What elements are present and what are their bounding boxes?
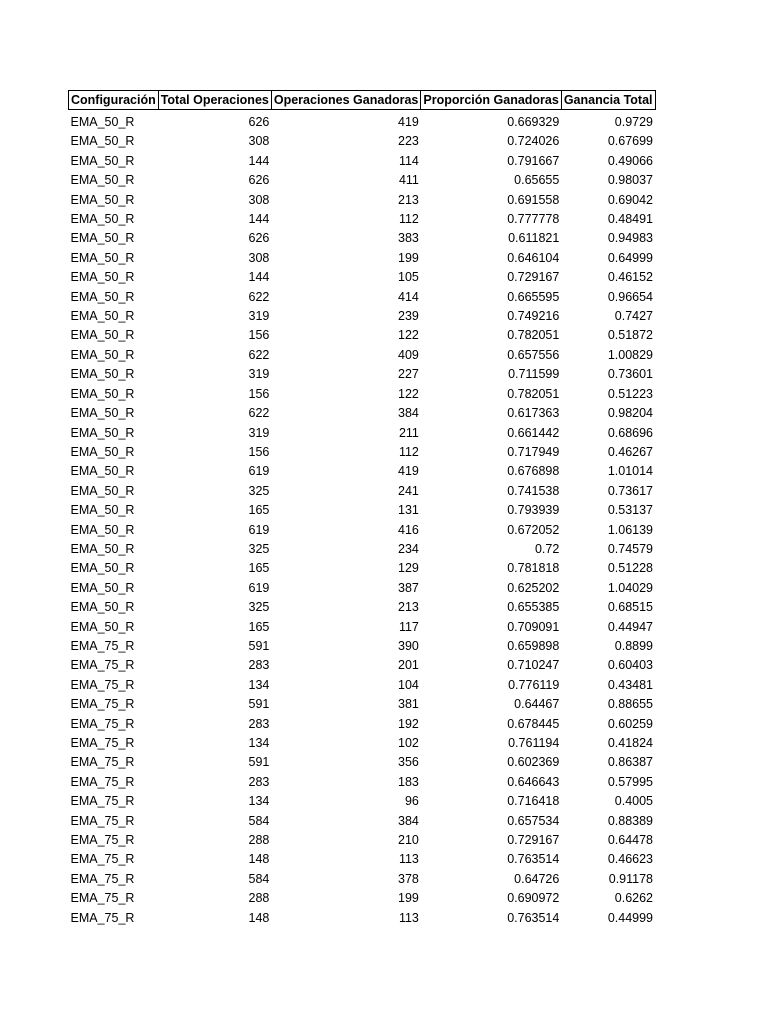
cell-proporcion-ganadoras[interactable]: 0.729167: [507, 270, 560, 285]
cell-proporcion-ganadoras[interactable]: 0.676898: [507, 464, 560, 479]
table-row: [69, 889, 656, 908]
cell-ganancia-total[interactable]: 0.60403: [607, 658, 654, 673]
cell-proporcion-ganadoras[interactable]: 0.65655: [514, 173, 560, 188]
cell-total-operaciones[interactable]: 148: [248, 852, 270, 867]
table-row: [69, 540, 656, 559]
cell-configuracion[interactable]: EMA_50_R: [70, 134, 135, 149]
cell-proporcion-ganadoras[interactable]: 0.724026: [507, 134, 560, 149]
cell-ganancia-total[interactable]: 0.49066: [607, 153, 654, 168]
cell-ganancia-total[interactable]: 0.67699: [607, 134, 654, 149]
cell-proporcion-ganadoras[interactable]: 0.709091: [507, 619, 560, 634]
cell-operaciones-ganadoras[interactable]: 131: [398, 503, 419, 518]
table-row: [69, 850, 656, 869]
cell-ganancia-total[interactable]: 0.46152: [607, 270, 654, 285]
table-row: [69, 404, 656, 423]
table-row: [69, 870, 656, 889]
cell-total-operaciones[interactable]: 319: [248, 367, 270, 382]
cell-total-operaciones[interactable]: 134: [248, 794, 270, 809]
cell-total-operaciones[interactable]: 622: [248, 347, 270, 362]
table-row: [69, 482, 656, 501]
cell-proporcion-ganadoras[interactable]: 0.625202: [507, 580, 560, 595]
cell-total-operaciones[interactable]: 591: [248, 638, 270, 653]
header-total-operaciones[interactable]: Total Operaciones: [158, 91, 271, 110]
table-row: [69, 424, 656, 443]
cell-total-operaciones[interactable]: 165: [248, 561, 270, 576]
cell-configuracion[interactable]: EMA_75_R: [70, 736, 135, 750]
cell-ganancia-total[interactable]: 0.51223: [607, 386, 654, 401]
table-row: [69, 152, 656, 171]
header-proporcion-ganadoras[interactable]: Proporción Ganadoras: [421, 91, 561, 110]
cell-total-operaciones[interactable]: 156: [248, 386, 270, 401]
cell-configuracion[interactable]: EMA_50_R: [70, 425, 135, 440]
table-row: [69, 288, 656, 307]
cell-configuracion[interactable]: EMA_50_R: [70, 250, 135, 265]
cell-total-operaciones[interactable]: 308: [248, 250, 270, 265]
cell-operaciones-ganadoras[interactable]: 199: [398, 891, 419, 906]
cell-configuracion[interactable]: EMA_50_R: [70, 386, 135, 401]
cell-operaciones-ganadoras[interactable]: 129: [398, 561, 419, 576]
cell-ganancia-total[interactable]: 0.64478: [607, 833, 654, 848]
cell-configuracion[interactable]: EMA_75_R: [70, 794, 135, 809]
table-row: [69, 268, 656, 287]
cell-proporcion-ganadoras[interactable]: 0.602369: [507, 755, 560, 770]
cell-operaciones-ganadoras[interactable]: 384: [398, 406, 419, 421]
cell-ganancia-total[interactable]: 0.44947: [607, 619, 654, 634]
cell-proporcion-ganadoras[interactable]: 0.661442: [507, 425, 560, 440]
cell-total-operaciones[interactable]: 591: [248, 697, 270, 712]
cell-total-operaciones[interactable]: 622: [248, 406, 270, 421]
table-row: [69, 637, 656, 656]
table-row: [69, 132, 656, 151]
cell-configuracion[interactable]: EMA_50_R: [70, 580, 135, 595]
table-row: [69, 695, 656, 714]
cell-proporcion-ganadoras[interactable]: 0.64726: [514, 871, 560, 886]
cell-ganancia-total[interactable]: 0.8899: [614, 638, 654, 653]
cell-ganancia-total[interactable]: 1.06139: [607, 522, 654, 537]
cell-total-operaciones[interactable]: 325: [248, 483, 270, 498]
cell-proporcion-ganadoras[interactable]: 0.672052: [507, 522, 560, 537]
cell-configuracion[interactable]: EMA_50_R: [70, 600, 135, 615]
cell-ganancia-total[interactable]: 0.68515: [607, 600, 654, 615]
cell-total-operaciones[interactable]: 619: [248, 580, 270, 595]
cell-proporcion-ganadoras[interactable]: 0.729167: [507, 833, 560, 848]
table-row: [69, 326, 656, 345]
cell-proporcion-ganadoras[interactable]: 0.777778: [507, 212, 560, 227]
table-row: [69, 656, 656, 675]
cell-configuracion[interactable]: EMA_75_R: [70, 755, 135, 770]
cell-configuracion[interactable]: EMA_50_R: [70, 231, 135, 246]
cell-operaciones-ganadoras[interactable]: 213: [398, 600, 419, 615]
cell-ganancia-total[interactable]: 0.9729: [614, 115, 654, 129]
cell-total-operaciones[interactable]: 148: [248, 910, 270, 925]
cell-configuracion[interactable]: EMA_50_R: [70, 309, 135, 324]
table-row: [69, 753, 656, 772]
cell-operaciones-ganadoras[interactable]: 210: [398, 833, 419, 848]
cell-total-operaciones[interactable]: 144: [248, 212, 270, 227]
cell-ganancia-total[interactable]: 0.57995: [607, 774, 654, 789]
table-body: [69, 113, 656, 928]
cell-proporcion-ganadoras[interactable]: 0.763514: [507, 852, 560, 867]
cell-operaciones-ganadoras[interactable]: 383: [398, 231, 419, 246]
cell-total-operaciones[interactable]: 288: [248, 891, 270, 906]
cell-total-operaciones[interactable]: 144: [248, 153, 270, 168]
cell-operaciones-ganadoras[interactable]: 384: [398, 813, 419, 828]
cell-operaciones-ganadoras[interactable]: 378: [398, 871, 419, 886]
cell-operaciones-ganadoras[interactable]: 122: [398, 386, 419, 401]
cell-configuracion[interactable]: EMA_75_R: [70, 871, 135, 886]
cell-operaciones-ganadoras[interactable]: 419: [398, 464, 419, 479]
table-row: [69, 909, 656, 928]
cell-ganancia-total[interactable]: 0.46267: [607, 444, 654, 459]
cell-proporcion-ganadoras[interactable]: 0.782051: [507, 386, 560, 401]
cell-ganancia-total[interactable]: 0.96654: [607, 289, 654, 304]
cell-total-operaciones[interactable]: 626: [248, 173, 270, 188]
cell-configuracion[interactable]: EMA_50_R: [70, 483, 135, 498]
cell-proporcion-ganadoras[interactable]: 0.665595: [507, 289, 560, 304]
cell-operaciones-ganadoras[interactable]: 241: [398, 483, 419, 498]
table-row: [69, 812, 656, 831]
table-row: [69, 365, 656, 384]
table-row: [69, 598, 656, 617]
cell-total-operaciones[interactable]: 288: [248, 833, 270, 848]
cell-ganancia-total[interactable]: 0.86387: [607, 755, 654, 770]
cell-configuracion[interactable]: EMA_50_R: [70, 406, 135, 421]
cell-proporcion-ganadoras[interactable]: 0.711599: [508, 367, 560, 382]
cell-ganancia-total[interactable]: 1.00829: [607, 347, 654, 362]
cell-operaciones-ganadoras[interactable]: 390: [398, 638, 419, 653]
cell-configuracion[interactable]: EMA_75_R: [70, 638, 135, 653]
cell-operaciones-ganadoras[interactable]: 104: [398, 677, 419, 692]
cell-total-operaciones[interactable]: 319: [248, 309, 270, 324]
cell-ganancia-total[interactable]: 0.4005: [614, 794, 654, 809]
cell-operaciones-ganadoras[interactable]: 112: [398, 212, 419, 227]
cell-operaciones-ganadoras[interactable]: 416: [398, 522, 419, 537]
cell-ganancia-total[interactable]: 0.60259: [607, 716, 654, 731]
cell-ganancia-total[interactable]: 0.51872: [607, 328, 654, 343]
cell-ganancia-total[interactable]: 0.48491: [607, 212, 654, 227]
cell-operaciones-ganadoras[interactable]: 387: [398, 580, 419, 595]
header-configuracion[interactable]: Configuración: [69, 91, 159, 110]
cell-proporcion-ganadoras[interactable]: 0.655385: [507, 600, 560, 615]
cell-configuracion[interactable]: EMA_50_R: [70, 561, 135, 576]
cell-ganancia-total[interactable]: 0.73601: [607, 367, 654, 382]
cell-configuracion[interactable]: EMA_50_R: [70, 541, 135, 556]
table-row: [69, 462, 656, 481]
table-row: [69, 307, 656, 326]
cell-ganancia-total[interactable]: 0.7427: [614, 309, 654, 324]
cell-ganancia-total[interactable]: 0.94983: [607, 231, 654, 246]
table-row: [69, 191, 656, 210]
cell-operaciones-ganadoras[interactable]: 409: [398, 347, 419, 362]
cell-ganancia-total[interactable]: 0.91178: [608, 871, 654, 886]
cell-ganancia-total[interactable]: 0.98204: [607, 406, 654, 421]
cell-proporcion-ganadoras[interactable]: 0.791667: [507, 153, 560, 168]
cell-total-operaciones[interactable]: 144: [248, 270, 270, 285]
cell-total-operaciones[interactable]: 156: [248, 444, 270, 459]
cell-configuracion[interactable]: EMA_50_R: [70, 153, 135, 168]
cell-ganancia-total[interactable]: 0.53137: [607, 503, 654, 518]
cell-total-operaciones[interactable]: 584: [248, 813, 270, 828]
cell-configuracion[interactable]: EMA_75_R: [70, 658, 135, 673]
table-row: [69, 346, 656, 365]
cell-total-operaciones[interactable]: 283: [248, 658, 270, 673]
header-ganancia-total[interactable]: Ganancia Total: [561, 91, 655, 110]
table-row: [69, 229, 656, 248]
cell-operaciones-ganadoras[interactable]: 96: [404, 794, 419, 809]
cell-ganancia-total[interactable]: 0.74579: [607, 541, 654, 556]
cell-proporcion-ganadoras[interactable]: 0.781818: [507, 561, 560, 576]
cell-proporcion-ganadoras[interactable]: 0.690972: [507, 891, 560, 906]
table-row: [69, 618, 656, 637]
cell-ganancia-total[interactable]: 0.73617: [607, 483, 654, 498]
table-row: [69, 385, 656, 404]
cell-ganancia-total[interactable]: 1.01014: [607, 464, 654, 479]
cell-ganancia-total[interactable]: 0.51228: [607, 561, 654, 576]
cell-total-operaciones[interactable]: 619: [248, 522, 270, 537]
cell-ganancia-total[interactable]: 0.88655: [607, 697, 654, 712]
table-row: [69, 559, 656, 578]
cell-configuracion[interactable]: EMA_75_R: [70, 910, 135, 925]
cell-ganancia-total[interactable]: 0.44999: [607, 910, 654, 925]
cell-ganancia-total[interactable]: 0.41824: [607, 736, 654, 750]
table-row: [69, 113, 656, 132]
cell-configuracion[interactable]: EMA_50_R: [70, 192, 135, 207]
cell-operaciones-ganadoras[interactable]: 122: [398, 328, 419, 343]
cell-configuracion[interactable]: EMA_50_R: [70, 522, 135, 537]
cell-configuracion[interactable]: EMA_75_R: [70, 813, 135, 828]
cell-ganancia-total[interactable]: 0.46623: [607, 852, 654, 867]
cell-configuracion[interactable]: EMA_50_R: [70, 367, 135, 382]
cell-operaciones-ganadoras[interactable]: 211: [398, 425, 419, 440]
cell-configuracion[interactable]: EMA_50_R: [70, 212, 135, 227]
results-table: [68, 90, 656, 928]
cell-operaciones-ganadoras[interactable]: 113: [398, 910, 419, 925]
header-operaciones-ganadoras[interactable]: Operaciones Ganadoras: [271, 91, 421, 110]
cell-proporcion-ganadoras[interactable]: 0.710247: [507, 658, 560, 673]
cell-total-operaciones[interactable]: 308: [248, 134, 270, 149]
cell-proporcion-ganadoras[interactable]: 0.657534: [507, 813, 560, 828]
cell-total-operaciones[interactable]: 584: [248, 871, 270, 886]
cell-operaciones-ganadoras[interactable]: 414: [398, 289, 419, 304]
cell-operaciones-ganadoras[interactable]: 105: [398, 270, 419, 285]
cell-total-operaciones[interactable]: 619: [248, 464, 270, 479]
cell-ganancia-total[interactable]: 0.69042: [607, 192, 654, 207]
cell-operaciones-ganadoras[interactable]: 113: [398, 852, 419, 867]
cell-ganancia-total[interactable]: 0.43481: [607, 677, 654, 692]
table-row: [69, 171, 656, 190]
cell-operaciones-ganadoras[interactable]: 381: [398, 697, 419, 712]
table-row: [69, 715, 656, 734]
cell-total-operaciones[interactable]: 325: [248, 541, 270, 556]
cell-configuracion[interactable]: EMA_50_R: [70, 328, 135, 343]
cell-operaciones-ganadoras[interactable]: 117: [398, 619, 419, 634]
cell-total-operaciones[interactable]: 319: [248, 425, 270, 440]
table-row: [69, 249, 656, 268]
table-row: [69, 734, 656, 753]
cell-proporcion-ganadoras[interactable]: 0.749216: [507, 309, 560, 324]
cell-total-operaciones[interactable]: 308: [248, 192, 270, 207]
table-row: [69, 676, 656, 695]
cell-configuracion[interactable]: EMA_75_R: [70, 716, 135, 731]
cell-operaciones-ganadoras[interactable]: 183: [398, 774, 419, 789]
cell-configuracion[interactable]: EMA_50_R: [70, 503, 135, 518]
cell-total-operaciones[interactable]: 283: [248, 716, 270, 731]
cell-total-operaciones[interactable]: 325: [248, 600, 270, 615]
cell-configuracion[interactable]: EMA_50_R: [70, 289, 135, 304]
cell-ganancia-total[interactable]: 0.98037: [607, 173, 654, 188]
cell-proporcion-ganadoras[interactable]: 0.782051: [507, 328, 560, 343]
table-row: [69, 521, 656, 540]
cell-proporcion-ganadoras[interactable]: 0.617363: [507, 406, 560, 421]
cell-total-operaciones[interactable]: 156: [248, 328, 270, 343]
cell-proporcion-ganadoras[interactable]: 0.716418: [507, 794, 560, 809]
table-row: [69, 831, 656, 850]
cell-proporcion-ganadoras[interactable]: 0.761194: [508, 736, 560, 750]
cell-proporcion-ganadoras[interactable]: 0.717949: [507, 444, 560, 459]
cell-ganancia-total[interactable]: 0.88389: [607, 813, 654, 828]
cell-ganancia-total[interactable]: 1.04029: [607, 580, 654, 595]
cell-operaciones-ganadoras[interactable]: 239: [398, 309, 419, 324]
cell-total-operaciones[interactable]: 283: [248, 774, 270, 789]
cell-proporcion-ganadoras[interactable]: 0.64467: [514, 697, 560, 712]
cell-proporcion-ganadoras[interactable]: 0.611821: [508, 231, 560, 246]
cell-total-operaciones[interactable]: 134: [248, 736, 270, 750]
cell-configuracion[interactable]: EMA_75_R: [70, 774, 135, 789]
cell-operaciones-ganadoras[interactable]: 102: [398, 736, 419, 750]
cell-proporcion-ganadoras[interactable]: 0.776119: [508, 677, 560, 692]
cell-operaciones-ganadoras[interactable]: 411: [398, 173, 419, 188]
cell-configuracion[interactable]: EMA_50_R: [70, 464, 135, 479]
table-row: [69, 443, 656, 462]
cell-total-operaciones[interactable]: 622: [248, 289, 270, 304]
cell-operaciones-ganadoras[interactable]: 234: [398, 541, 419, 556]
table-row: [69, 792, 656, 811]
cell-proporcion-ganadoras[interactable]: 0.691558: [507, 192, 560, 207]
cell-configuracion[interactable]: EMA_50_R: [70, 347, 135, 362]
cell-ganancia-total[interactable]: 0.6262: [614, 891, 654, 906]
cell-operaciones-ganadoras[interactable]: 192: [398, 716, 419, 731]
cell-operaciones-ganadoras[interactable]: 356: [398, 755, 419, 770]
cell-proporcion-ganadoras[interactable]: 0.763514: [507, 910, 560, 925]
cell-configuracion[interactable]: EMA_50_R: [70, 444, 135, 459]
cell-operaciones-ganadoras[interactable]: 112: [398, 444, 419, 459]
cell-proporcion-ganadoras[interactable]: 0.657556: [507, 347, 560, 362]
cell-operaciones-ganadoras[interactable]: 199: [398, 250, 419, 265]
cell-total-operaciones[interactable]: 626: [248, 115, 270, 129]
cell-total-operaciones[interactable]: 165: [248, 503, 270, 518]
table-row: [69, 210, 656, 229]
cell-proporcion-ganadoras[interactable]: 0.669329: [507, 115, 560, 129]
cell-configuracion[interactable]: EMA_75_R: [70, 833, 135, 848]
cell-operaciones-ganadoras[interactable]: 223: [398, 134, 419, 149]
cell-proporcion-ganadoras[interactable]: 0.741538: [507, 483, 560, 498]
cell-operaciones-ganadoras[interactable]: 213: [398, 192, 419, 207]
cell-total-operaciones[interactable]: 591: [248, 755, 270, 770]
cell-operaciones-ganadoras[interactable]: 201: [398, 658, 419, 673]
cell-configuracion[interactable]: EMA_75_R: [70, 852, 135, 867]
header-row: [69, 91, 656, 110]
cell-configuracion[interactable]: EMA_50_R: [70, 115, 135, 129]
cell-ganancia-total[interactable]: 0.64999: [607, 250, 654, 265]
cell-total-operaciones[interactable]: 626: [248, 231, 270, 246]
table-row: [69, 579, 656, 598]
table-row: [69, 501, 656, 520]
cell-operaciones-ganadoras[interactable]: 114: [398, 153, 419, 168]
cell-configuracion[interactable]: EMA_75_R: [70, 891, 135, 906]
cell-total-operaciones[interactable]: 165: [248, 619, 270, 634]
cell-operaciones-ganadoras[interactable]: 227: [398, 367, 419, 382]
cell-proporcion-ganadoras[interactable]: 0.793939: [507, 503, 560, 518]
cell-operaciones-ganadoras[interactable]: 419: [398, 115, 419, 129]
cell-configuracion[interactable]: EMA_75_R: [70, 697, 135, 712]
table-row: [69, 773, 656, 792]
cell-proporcion-ganadoras[interactable]: 0.72: [534, 541, 560, 556]
cell-configuracion[interactable]: EMA_50_R: [70, 173, 135, 188]
cell-proporcion-ganadoras[interactable]: 0.646104: [507, 250, 560, 265]
cell-configuracion[interactable]: EMA_50_R: [70, 270, 135, 285]
cell-total-operaciones[interactable]: 134: [248, 677, 270, 692]
cell-configuracion[interactable]: EMA_50_R: [70, 619, 135, 634]
cell-configuracion[interactable]: EMA_75_R: [70, 677, 135, 692]
cell-proporcion-ganadoras[interactable]: 0.659898: [507, 638, 560, 653]
cell-proporcion-ganadoras[interactable]: 0.678445: [507, 716, 560, 731]
cell-proporcion-ganadoras[interactable]: 0.646643: [507, 774, 560, 789]
cell-ganancia-total[interactable]: 0.68696: [607, 425, 654, 440]
